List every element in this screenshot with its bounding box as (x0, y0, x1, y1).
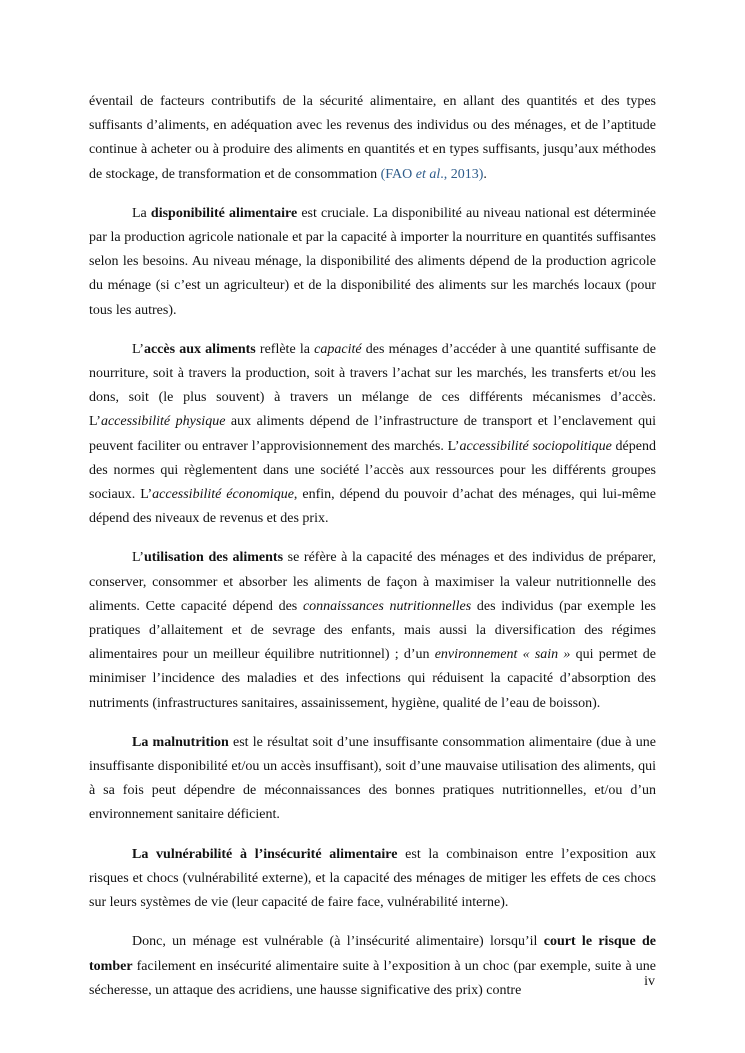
emphasis-accessibilite-economique: accessibilité économique (152, 487, 294, 503)
paragraph-disponibilite (89, 202, 656, 323)
paragraph-text: des individus (par exemple les pratiques d’allaitement et de sevrage des enfants, mais aussi la diversification des régimes alimentaires pour un meilleur équilibre nutritionnel) ; d’un (89, 598, 656, 663)
paragraph-text: est la combinaison entre l’exposition aux risques et chocs (vulnérabilité externe), et la capacité des ménages de mitiger les effets de ces chocs sur leurs systèmes de vie (leur capacité de faire face, vulnérabilité interne). (89, 846, 656, 911)
term-utilisation-des-aliments: utilisation des aliments (143, 550, 284, 566)
emphasis-connaissances-nutritionnelles: connaissances nutritionnelles (302, 598, 472, 614)
paragraph-text: éventail de facteurs contributifs de la sécurité alimentaire, en allant des quantités et des types suffisants d’aliments, en adéquation avec les revenus des individus ou des ménages, et de l’aptitude continue à acheter ou à produire des aliments en quantités et en types suffisants, jusqu’aux méthodes de stockage, de transformation et de consommation (89, 94, 656, 182)
paragraph-text: . (483, 166, 487, 182)
citation-fao-2013[interactable] (381, 167, 484, 182)
paragraph-acces (89, 338, 656, 532)
paragraph-text: qui permet de minimiser l’incidence des maladies et des infections qui réduisent la capacité d’absorption des nutriments (infrastructures sanitaires, assainissement, hygiène, qualité de l’eau de boisson). (89, 647, 656, 711)
term-disponibilite-alimentaire: disponibilité alimentaire (150, 205, 298, 221)
paragraph-text: L’ (132, 341, 144, 357)
term-acces-aux-aliments: accès aux aliments (143, 341, 256, 357)
paragraph-text: La (132, 205, 151, 221)
paragraph-malnutrition (89, 731, 656, 828)
emphasis-accessibilite-sociopolitique: accessibilité sociopolitique (459, 438, 612, 454)
emphasis-capacite: capacité (314, 341, 362, 357)
term-vulnerabilite: La vulnérabilité à l’insécurité alimentaire (132, 846, 398, 862)
paragraph-text: est cruciale. La disponibilité au niveau national est déterminée par la production agricole nationale et par la capacité à importer la nourriture en quantités suffisantes selon les besoins. Au niveau ménage, la disponibilité des aliments dépend de la production agricole du ménage (si c’est un agriculteur) et de la disponibilité des aliments sur les marchés locaux (pour tous les autres). (89, 205, 657, 318)
citation-italic: et al (415, 166, 441, 182)
paragraph-text: facilement en insécurité alimentaire suite à l’exposition à un choc (par exemple, suite à une sécheresse, un attaque des acridiens, une hausse significative des prix) contre (89, 958, 656, 998)
citation-text: (FAO (380, 166, 416, 182)
emphasis-accessibilite-physique: accessibilité physique (100, 414, 226, 430)
paragraph-menage-vulnerable (89, 930, 656, 1003)
citation-text: ., 2013) (440, 166, 484, 182)
paragraph-text: , enfin, dépend du pouvoir d’achat des ménages, qui lui-même dépend des niveaux de revenus et des prix. (89, 487, 656, 527)
emphasis-environnement-sain: environnement « sain » (434, 647, 571, 663)
paragraph-text: est le résultat soit d’une insuffisante consommation alimentaire (due à une insuffisante disponibilité et/ou un accès insuffisant), soit d’une mauvaise utilisation des aliments, qui à sa fois peut dépendre de méconnaissances des bonnes pratiques nutritionnelles, et/ou d’un environnement sanitaire déficient. (89, 734, 656, 823)
paragraph-text: reflète la (255, 341, 315, 357)
paragraph-text: aux aliments dépend de l’infrastructure de transport et l’enclavement qui peuvent faciliter ou entraver l’approvisionnement des marchés. L’ (89, 414, 657, 454)
paragraph-text: dépend des normes qui règlementent dans une société l’accès aux ressources pour les différents groupes sociaux. L’ (89, 438, 656, 503)
paragraph-text: Donc, un ménage est vulnérable (à l’insécurité alimentaire) lorsqu’il (132, 934, 544, 950)
document-page (89, 90, 656, 1018)
paragraph-utilisation (89, 546, 656, 715)
paragraph-text: se réfère à la capacité des ménages et des individus de préparer, conserver, consommer et absorber les aliments de façon à maximiser la valeur nutritionnelle des aliments. Cette capacité dépend des (89, 550, 657, 614)
paragraph-intro (89, 90, 656, 187)
term-malnutrition: La malnutrition (132, 734, 229, 750)
term-court-le-risque: court le risque de tomber (89, 934, 656, 974)
paragraph-vulnerabilite (89, 843, 656, 916)
page-number: iv (644, 974, 655, 989)
paragraph-text: L’ (132, 550, 144, 566)
paragraph-text: des ménages d’accéder à une quantité suffisante de nourriture, soit à travers la production, soit à travers l’achat sur les marchés, les transferts et/ou les dons, soit (le plus souvent) à travers un mélange de ces différents mécanismes d’accès. L’ (89, 341, 656, 430)
